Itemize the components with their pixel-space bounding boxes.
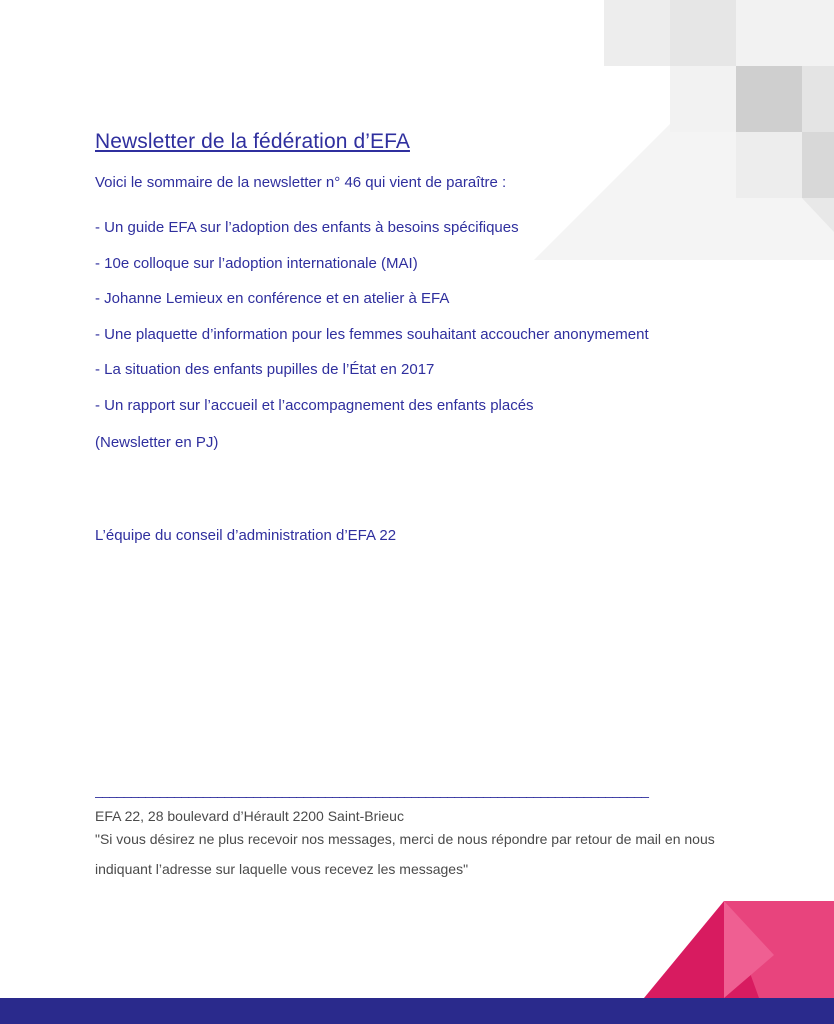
list-item: - Un guide EFA sur l’adoption des enfants à besoins spécifiques: [95, 219, 519, 236]
bottom-accent-bar: [0, 998, 834, 1024]
footer-divider: _____________________________________________________________________________: [95, 782, 649, 798]
summary-list: [95, 210, 775, 423]
footer-address: EFA 22, 28 boulevard d’Hérault 2200 Saint-Brieuc: [95, 808, 404, 824]
list-item: - Johanne Lemieux en conférence et en atelier à EFA: [95, 290, 450, 307]
intro-paragraph: Voici le sommaire de la newsletter n° 46 qui vient de paraître :: [95, 174, 507, 191]
footer-unsubscribe-note: "Si vous désirez ne plus recevoir nos messages, merci de nous répondre par retour de mail en nous indiquant l’adresse sur laquelle vous recevez les messages": [95, 831, 715, 877]
page-title: Newsletter de la fédération d’EFA: [95, 130, 410, 153]
attachment-note: (Newsletter en PJ): [95, 434, 219, 451]
list-item: - La situation des enfants pupilles de l’État en 2017: [95, 361, 435, 378]
signature-line: L’équipe du conseil d’administration d’EFA 22: [95, 527, 397, 544]
list-item: - Une plaquette d’information pour les femmes souhaitant accoucher anonymement: [95, 325, 649, 343]
list-item: - Un rapport sur l’accueil et l’accompagnement des enfants placés: [95, 396, 534, 414]
list-item: - 10e colloque sur l’adoption internationale (MAI): [95, 254, 418, 272]
